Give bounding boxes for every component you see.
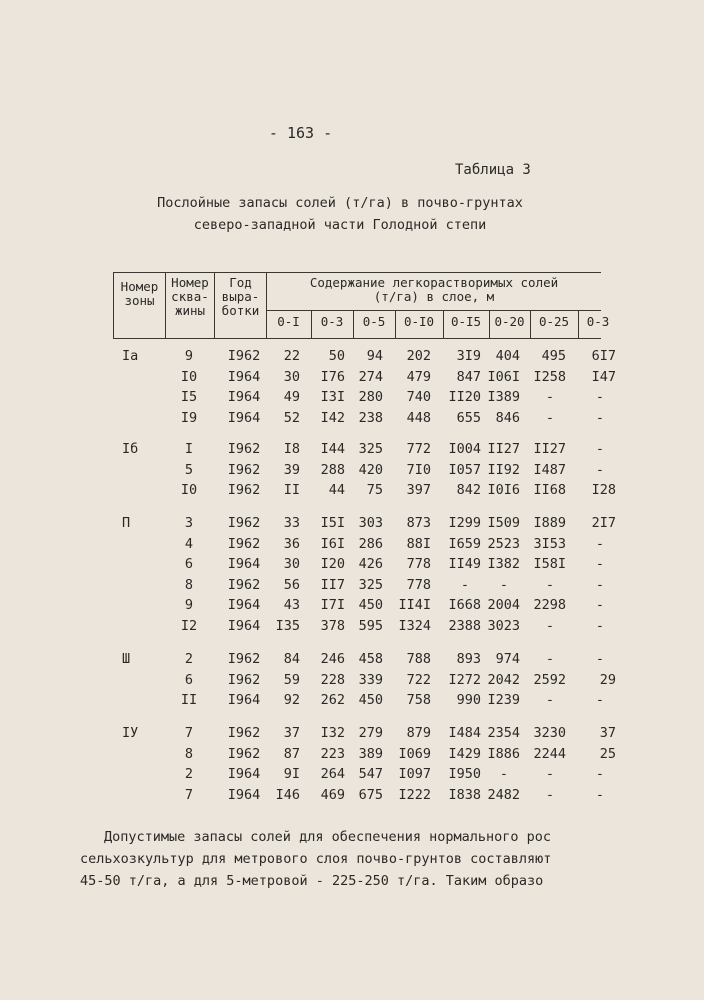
table-row bbox=[0, 725, 616, 745]
value-cell: II68 bbox=[533, 482, 566, 498]
value-cell: I299 bbox=[448, 515, 481, 531]
well-cell: 7 bbox=[184, 725, 194, 741]
value-cell: 50 bbox=[328, 348, 345, 364]
value-cell: 7I0 bbox=[406, 461, 431, 478]
value-cell: 325 bbox=[358, 441, 383, 457]
well-cell: I0 bbox=[180, 482, 198, 498]
value-cell: I659 bbox=[448, 535, 481, 552]
value-cell: - bbox=[595, 766, 605, 782]
value-cell: 88I bbox=[406, 535, 431, 552]
header-content: Содержание легкорастворимых солей (т/га) в слое, м bbox=[309, 275, 559, 304]
value-cell: 389 bbox=[358, 745, 383, 762]
table-row bbox=[0, 597, 605, 617]
value-cell: 879 bbox=[406, 725, 431, 741]
value-cell: - bbox=[595, 556, 605, 572]
value-cell: I886 bbox=[487, 745, 520, 762]
value-cell: 847 bbox=[456, 368, 481, 385]
header-bottom-rule bbox=[113, 338, 601, 339]
layer-header: 0-3 bbox=[586, 314, 610, 329]
year-cell: I962 bbox=[227, 671, 261, 688]
value-cell: 547 bbox=[358, 766, 383, 782]
value-cell: 595 bbox=[358, 617, 383, 634]
value-cell: 893 bbox=[456, 651, 481, 667]
header-well: Номер сква- жины bbox=[171, 275, 209, 318]
layer-header: 0-25 bbox=[538, 314, 570, 329]
year-cell: I962 bbox=[227, 576, 261, 593]
value-cell: 778 bbox=[406, 576, 431, 593]
year-cell: I962 bbox=[227, 745, 261, 762]
value-cell: - bbox=[595, 409, 605, 426]
table-top-rule bbox=[113, 272, 601, 273]
value-cell: I668 bbox=[448, 597, 481, 613]
well-cell: 7 bbox=[184, 786, 194, 803]
value-cell: II4I bbox=[398, 597, 431, 613]
year-cell: I964 bbox=[227, 389, 261, 405]
value-cell: I487 bbox=[533, 461, 566, 478]
value-cell: II20 bbox=[448, 389, 481, 405]
value-cell: 264 bbox=[320, 766, 345, 782]
value-cell: I258 bbox=[533, 368, 566, 385]
table-row bbox=[0, 651, 605, 671]
value-cell: 846 bbox=[495, 409, 520, 426]
table-row bbox=[0, 692, 605, 712]
value-cell: - bbox=[595, 389, 605, 405]
value-cell: I429 bbox=[448, 745, 481, 762]
zone-cell: Iб bbox=[122, 441, 139, 457]
value-cell: 39 bbox=[283, 461, 300, 478]
value-cell: II bbox=[283, 482, 300, 498]
value-cell: 772 bbox=[406, 441, 431, 457]
header-year: Год выра- ботки bbox=[221, 275, 260, 318]
value-cell: 223 bbox=[320, 745, 345, 762]
value-cell: I382 bbox=[487, 556, 520, 572]
value-cell: 274 bbox=[358, 368, 383, 385]
value-cell: 44 bbox=[328, 482, 345, 498]
value-cell: 9I bbox=[283, 766, 300, 782]
value-cell: 450 bbox=[358, 597, 383, 613]
value-cell: - bbox=[499, 766, 509, 782]
value-cell: 2I7 bbox=[591, 515, 616, 531]
year-cell: I962 bbox=[227, 348, 261, 364]
value-cell: 94 bbox=[366, 348, 383, 364]
well-cell: I2 bbox=[180, 617, 198, 634]
value-cell: I057 bbox=[448, 461, 481, 478]
value-cell: 426 bbox=[358, 556, 383, 572]
value-cell: I8 bbox=[283, 441, 300, 457]
value-cell: 2482 bbox=[487, 786, 520, 803]
value-cell: - bbox=[595, 461, 605, 478]
well-cell: 3 bbox=[184, 515, 194, 531]
value-cell: I069 bbox=[398, 745, 431, 762]
year-cell: I964 bbox=[227, 556, 261, 572]
value-cell: - bbox=[545, 692, 555, 708]
value-cell: 479 bbox=[406, 368, 431, 385]
value-cell: I42 bbox=[320, 409, 345, 426]
value-cell: 2354 bbox=[487, 725, 520, 741]
value-cell: 397 bbox=[406, 482, 431, 498]
value-cell: 2298 bbox=[533, 597, 566, 613]
value-cell: 458 bbox=[358, 651, 383, 667]
value-cell: 33 bbox=[283, 515, 300, 531]
layer-header: 0-I0 bbox=[403, 314, 435, 329]
value-cell: 262 bbox=[320, 692, 345, 708]
year-cell: I964 bbox=[227, 786, 261, 803]
value-cell: 59 bbox=[283, 671, 300, 688]
value-cell: 873 bbox=[406, 515, 431, 531]
year-cell: I964 bbox=[227, 766, 261, 782]
value-cell: 43 bbox=[283, 597, 300, 613]
value-cell: 404 bbox=[495, 348, 520, 364]
value-cell: 2042 bbox=[487, 671, 520, 688]
value-cell: - bbox=[545, 409, 555, 426]
value-cell: 450 bbox=[358, 692, 383, 708]
value-cell: I06I bbox=[487, 368, 520, 385]
value-cell: 378 bbox=[320, 617, 345, 634]
value-cell: I389 bbox=[487, 389, 520, 405]
value-cell: 420 bbox=[358, 461, 383, 478]
well-cell: 6 bbox=[184, 556, 194, 572]
value-cell: - bbox=[460, 576, 470, 593]
header-zone: Номер зоны bbox=[120, 279, 159, 308]
value-cell: I838 bbox=[448, 786, 481, 803]
value-cell: I222 bbox=[398, 786, 431, 803]
value-cell: I509 bbox=[487, 515, 520, 531]
value-cell: 788 bbox=[406, 651, 431, 667]
year-cell: I962 bbox=[227, 482, 261, 498]
year-cell: I964 bbox=[227, 368, 261, 385]
value-cell: I0I6 bbox=[487, 482, 520, 498]
value-cell: 84 bbox=[283, 651, 300, 667]
value-cell: 288 bbox=[320, 461, 345, 478]
well-cell: I5 bbox=[180, 389, 198, 405]
value-cell: - bbox=[545, 786, 555, 803]
value-cell: 75 bbox=[366, 482, 383, 498]
layer-header: 0-3 bbox=[320, 314, 344, 329]
value-cell: II27 bbox=[533, 441, 566, 457]
value-cell: 25 bbox=[599, 745, 616, 762]
well-cell: 2 bbox=[184, 651, 194, 667]
value-cell: 279 bbox=[358, 725, 383, 741]
value-cell: 3I53 bbox=[533, 535, 566, 552]
year-cell: I964 bbox=[227, 409, 261, 426]
value-cell: 990 bbox=[456, 692, 481, 708]
value-cell: - bbox=[595, 651, 605, 667]
value-cell: 2244 bbox=[533, 745, 566, 762]
value-cell: 56 bbox=[283, 576, 300, 593]
value-cell: 36 bbox=[283, 535, 300, 552]
title-line-2: северо-западной части Голодной степи bbox=[193, 217, 487, 233]
table-row bbox=[0, 441, 605, 461]
paragraph-line: Допустимые запасы солей для обеспечения нормального рос bbox=[104, 829, 552, 845]
value-cell: 842 bbox=[456, 482, 481, 498]
value-cell: - bbox=[545, 576, 555, 593]
year-cell: I962 bbox=[227, 515, 261, 531]
value-cell: - bbox=[499, 576, 509, 593]
value-cell: 228 bbox=[320, 671, 345, 688]
value-cell: 92 bbox=[283, 692, 300, 708]
value-cell: 87 bbox=[283, 745, 300, 762]
year-cell: I962 bbox=[227, 535, 261, 552]
value-cell: 246 bbox=[320, 651, 345, 667]
header-subrule bbox=[266, 310, 601, 311]
value-cell: I28 bbox=[591, 482, 616, 498]
value-cell: - bbox=[595, 576, 605, 593]
value-cell: I76 bbox=[320, 368, 345, 385]
value-cell: 37 bbox=[599, 725, 616, 741]
value-cell: I44 bbox=[320, 441, 345, 457]
value-cell: - bbox=[595, 597, 605, 613]
value-cell: 2592 bbox=[533, 671, 566, 688]
value-cell: - bbox=[545, 651, 555, 667]
table-row bbox=[0, 556, 605, 576]
value-cell: 448 bbox=[406, 409, 431, 426]
well-cell: I bbox=[184, 441, 194, 457]
table-row bbox=[0, 617, 605, 638]
value-cell: 740 bbox=[406, 389, 431, 405]
value-cell: I58I bbox=[533, 556, 566, 572]
value-cell: 29 bbox=[599, 671, 616, 688]
value-cell: I272 bbox=[448, 671, 481, 688]
value-cell: - bbox=[545, 389, 555, 405]
well-cell: 6 bbox=[184, 671, 194, 688]
value-cell: I32 bbox=[320, 725, 345, 741]
well-cell: 5 bbox=[184, 461, 194, 478]
value-cell: 6I7 bbox=[591, 348, 616, 364]
value-cell: I6I bbox=[320, 535, 345, 552]
value-cell: II92 bbox=[487, 461, 520, 478]
well-cell: 8 bbox=[184, 576, 194, 593]
table-row bbox=[0, 409, 605, 430]
paragraph-line: сельхозкультур для метрового слоя почво-грунтов составляют bbox=[80, 851, 552, 867]
table-row bbox=[0, 786, 605, 807]
value-cell: I324 bbox=[398, 617, 431, 634]
title-line-1: Послойные запасы солей (т/га) в почво-грунтах bbox=[157, 195, 523, 211]
value-cell: I47 bbox=[591, 368, 616, 385]
value-cell: 52 bbox=[283, 409, 300, 426]
zone-cell: IУ bbox=[122, 725, 139, 741]
well-cell: II bbox=[180, 692, 198, 708]
value-cell: I239 bbox=[487, 692, 520, 708]
table-row bbox=[0, 348, 616, 368]
layer-header: 0-I5 bbox=[450, 314, 482, 329]
value-cell: 974 bbox=[495, 651, 520, 667]
value-cell: I004 bbox=[448, 441, 481, 457]
table-label: Таблица 3 bbox=[455, 162, 531, 178]
table-row bbox=[0, 766, 605, 786]
year-cell: I962 bbox=[227, 651, 261, 667]
value-cell: - bbox=[595, 441, 605, 457]
value-cell: - bbox=[595, 692, 605, 708]
value-cell: - bbox=[595, 535, 605, 552]
value-cell: 286 bbox=[358, 535, 383, 552]
well-cell: 9 bbox=[184, 348, 194, 364]
table-row bbox=[0, 535, 605, 556]
table-row bbox=[0, 576, 605, 597]
value-cell: - bbox=[545, 617, 555, 634]
value-cell: 2004 bbox=[487, 597, 520, 613]
table-row bbox=[0, 389, 605, 409]
value-cell: - bbox=[595, 617, 605, 634]
value-cell: I7I bbox=[320, 597, 345, 613]
value-cell: 22 bbox=[283, 348, 300, 364]
table-row bbox=[0, 671, 616, 692]
layer-header: 0-5 bbox=[362, 314, 386, 329]
value-cell: I097 bbox=[398, 766, 431, 782]
paragraph-line: 45-50 т/га, а для 5-метровой - 225-250 т/га. Таким образо bbox=[80, 873, 544, 889]
table-row bbox=[0, 461, 605, 482]
value-cell: I3I bbox=[320, 389, 345, 405]
value-cell: I46 bbox=[275, 786, 300, 803]
well-cell: 8 bbox=[184, 745, 194, 762]
value-cell: 30 bbox=[283, 368, 300, 385]
year-cell: I962 bbox=[227, 461, 261, 478]
value-cell: II49 bbox=[448, 556, 481, 572]
value-cell: 303 bbox=[358, 515, 383, 531]
value-cell: 339 bbox=[358, 671, 383, 688]
zone-cell: Iа bbox=[122, 348, 139, 364]
value-cell: 3I9 bbox=[456, 348, 481, 364]
value-cell: I484 bbox=[448, 725, 481, 741]
well-cell: 2 bbox=[184, 766, 194, 782]
value-cell: 49 bbox=[283, 389, 300, 405]
table-title bbox=[90, 192, 590, 236]
value-cell: 30 bbox=[283, 556, 300, 572]
year-cell: I962 bbox=[227, 441, 261, 457]
table-row bbox=[0, 515, 616, 535]
value-cell: 495 bbox=[541, 348, 566, 364]
value-cell: 778 bbox=[406, 556, 431, 572]
value-cell: 3230 bbox=[533, 725, 566, 741]
value-cell: 758 bbox=[406, 692, 431, 708]
layer-header: 0-I bbox=[277, 314, 300, 329]
well-cell: 4 bbox=[184, 535, 194, 552]
zone-cell: Ш bbox=[122, 651, 131, 667]
value-cell: I35 bbox=[275, 617, 300, 634]
layer-header: 0-20 bbox=[494, 314, 525, 329]
value-cell: II7 bbox=[320, 576, 345, 593]
value-cell: - bbox=[595, 786, 605, 803]
value-cell: I5I bbox=[320, 515, 345, 531]
table-row bbox=[0, 482, 616, 502]
value-cell: 722 bbox=[406, 671, 431, 688]
value-cell: 325 bbox=[358, 576, 383, 593]
zone-cell: П bbox=[122, 515, 131, 531]
year-cell: I964 bbox=[227, 617, 261, 634]
well-cell: I9 bbox=[180, 409, 198, 426]
value-cell: 3023 bbox=[487, 617, 520, 634]
value-cell: - bbox=[545, 766, 555, 782]
table-row bbox=[0, 745, 616, 766]
value-cell: I950 bbox=[448, 766, 481, 782]
value-cell: 655 bbox=[456, 409, 481, 426]
value-cell: 2523 bbox=[487, 535, 520, 552]
value-cell: 2388 bbox=[448, 617, 481, 634]
page-number: - 163 - bbox=[268, 124, 333, 142]
value-cell: I889 bbox=[533, 515, 566, 531]
value-cell: 675 bbox=[358, 786, 383, 803]
year-cell: I964 bbox=[227, 692, 261, 708]
value-cell: 280 bbox=[358, 389, 383, 405]
value-cell: 37 bbox=[283, 725, 300, 741]
value-cell: 469 bbox=[320, 786, 345, 803]
year-cell: I964 bbox=[227, 597, 261, 613]
table-row bbox=[0, 368, 616, 389]
value-cell: I20 bbox=[320, 556, 345, 572]
year-cell: I962 bbox=[227, 725, 261, 741]
value-cell: 238 bbox=[358, 409, 383, 426]
salt-table bbox=[0, 266, 616, 816]
well-cell: I0 bbox=[180, 368, 198, 385]
value-cell: 202 bbox=[406, 348, 431, 364]
body-paragraph bbox=[80, 826, 704, 892]
well-cell: 9 bbox=[184, 597, 194, 613]
value-cell: II27 bbox=[487, 441, 520, 457]
